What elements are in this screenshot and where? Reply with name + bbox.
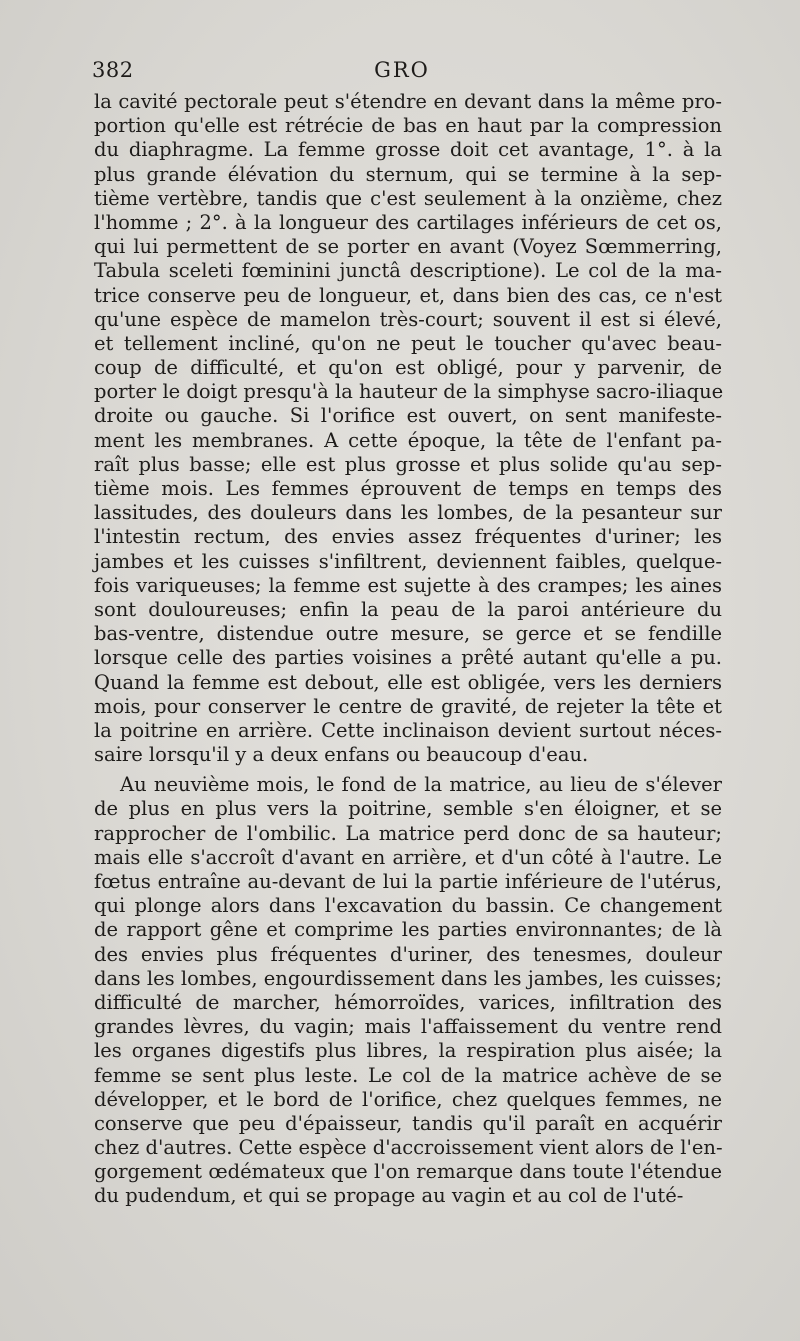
text-line: conserve que peu d'épaisseur, tandis qu'il paraît en acquérir — [94, 1111, 722, 1135]
text-line: l'intestin rectum, des envies assez fréquentes d'uriner; les — [94, 525, 722, 549]
text-line: l'homme ; 2°. à la longueur des cartilages inférieurs de cet os, — [94, 210, 722, 234]
page-number: 382 — [92, 58, 134, 82]
text-line: porter le doigt presqu'à la hauteur de la simphyse sacro-iliaque — [94, 380, 724, 404]
text-line: coup de difficulté, et qu'on est obligé, pour y parvenir, de — [94, 356, 722, 380]
text-line: développer, et le bord de l'orifice, chez quelques femmes, ne — [94, 1087, 722, 1111]
text-line: Quand la femme est debout, elle est obligée, vers les derniers — [94, 670, 722, 694]
text-line: sont douloureuses; enfin la peau de la paroi antérieure du — [94, 597, 722, 621]
text-line: lassitudes, des douleurs dans les lombes, de la pesanteur sur — [94, 501, 722, 525]
paragraph — [94, 773, 722, 1208]
text-line: qu'une espèce de mamelon très-court; souvent il est si élevé, — [94, 307, 722, 331]
text-line: qui lui permettent de se porter en avant (Voyez Sœmmerring, — [94, 235, 722, 259]
text-line: tième vertèbre, tandis que c'est seulement à la onzième, chez — [94, 186, 722, 210]
text-line: chez d'autres. Cette espèce d'accroissement vient alors de l'en- — [94, 1136, 723, 1160]
text-line: du pudendum, et qui se propage au vagin et au col de l'uté- — [94, 1184, 684, 1208]
text-line: de rapport gêne et comprime les parties environnantes; de là — [94, 918, 722, 942]
text-line: des envies plus fréquentes d'uriner, des tenesmes, douleur — [94, 942, 722, 966]
text-line: Au neuvième mois, le fond de la matrice, au lieu de s'élever — [120, 773, 722, 797]
text-line: dans les lombes, engourdissement dans les jambes, les cuisses; — [94, 966, 723, 990]
text-line: jambes et les cuisses s'infiltrent, deviennent faibles, quelque- — [94, 549, 722, 573]
text-line: rapprocher de l'ombilic. La matrice perd donc de sa hauteur; — [94, 821, 722, 845]
text-line: tième mois. Les femmes éprouvent de temps en temps des — [94, 477, 722, 500]
text-line: qui plonge alors dans l'excavation du bassin. Ce changement — [94, 894, 722, 918]
text-line: portion qu'elle est rétrécie de bas en haut par la compression — [94, 114, 722, 138]
text-line: femme se sent plus leste. Le col de la matrice achève de se — [94, 1063, 722, 1087]
text-line: mais elle s'accroît d'avant en arrière, et d'un côté à l'autre. Le — [94, 845, 722, 869]
text-line: trice conserve peu de longueur, et, dans bien des cas, ce n'est — [94, 283, 722, 307]
running-head: GRO — [374, 58, 430, 82]
text-line: du diaphragme. La femme grosse doit cet avantage, 1°. à la — [94, 138, 722, 162]
text-line: raît plus basse; elle est plus grosse et plus solide qu'au sep- — [94, 452, 722, 476]
text-line: gorgement œdémateux que l'on remarque dans toute l'étendue — [94, 1160, 722, 1184]
text-line: de plus en plus vers la poitrine, semble s'en éloigner, et se — [94, 797, 722, 821]
text-line: droite ou gauche. Si l'orifice est ouvert, on sent manifeste- — [94, 404, 722, 428]
text-line: les organes digestifs plus libres, la respiration plus aisée; la — [94, 1039, 722, 1063]
text-line: lorsque celle des parties voisines a prêté autant qu'elle a pu. — [94, 646, 722, 670]
text-line: bas-ventre, distendue outre mesure, se gerce et se fendille — [94, 622, 722, 646]
page-header — [92, 58, 712, 90]
text-line: plus grande élévation du sternum, qui se termine à la sep- — [94, 162, 722, 186]
text-line: saire lorsqu'il y a deux enfans ou beaucoup d'eau. — [94, 743, 589, 767]
body-text — [94, 90, 722, 1209]
text-line: la cavité pectorale peut s'étendre en devant dans la même pro- — [94, 90, 722, 113]
text-line: ment les membranes. A cette époque, la tête de l'enfant pa- — [94, 428, 722, 452]
text-line: la poitrine en arrière. Cette inclinaison devient surtout néces- — [94, 718, 722, 742]
text-line: fœtus entraîne au-devant de lui la partie inférieure de l'utérus, — [94, 870, 722, 893]
text-line: grandes lèvres, du vagin; mais l'affaissement du ventre rend — [94, 1015, 722, 1039]
text-line: difficulté de marcher, hémorroïdes, varices, infiltration des — [94, 990, 722, 1014]
text-line: Tabula sceleti fœminini junctâ descriptione). Le col de la ma- — [94, 259, 722, 283]
paragraph — [94, 90, 722, 767]
text-line: mois, pour conserver le centre de gravité, de rejeter la tête et — [94, 694, 722, 718]
text-line: et tellement incliné, qu'on ne peut le toucher qu'avec beau- — [94, 331, 722, 355]
text-line: fois variqueuses; la femme est sujette à des crampes; les aines — [94, 573, 722, 597]
